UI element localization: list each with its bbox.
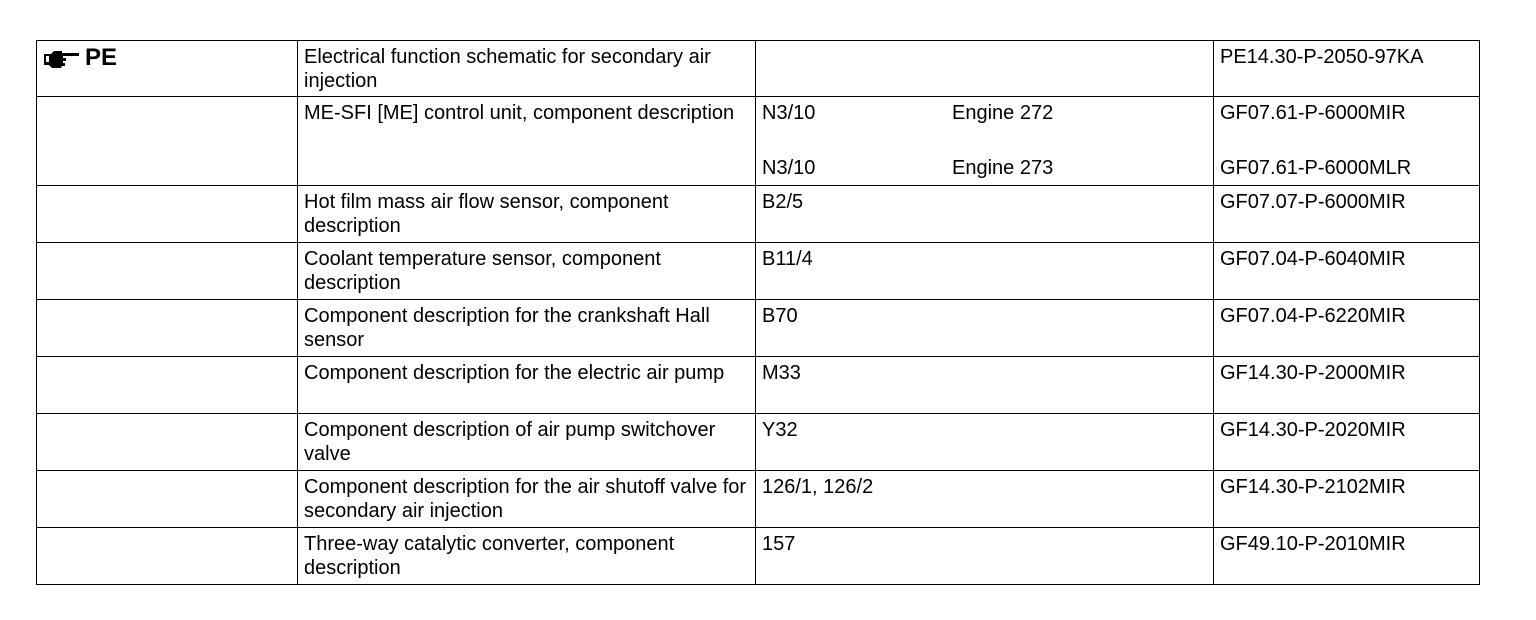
component-code: M33 [762,362,801,384]
component-cell [756,357,1214,414]
marker-cell [37,414,298,471]
component-code: B70 [762,305,798,327]
document-number: GF07.07-P-6000MIR [1220,191,1406,213]
marker-cell [37,97,298,186]
component-cell [756,97,1214,186]
engine-label: Engine 273 [952,157,1054,179]
marker-cell [37,528,298,585]
marker-cell [37,186,298,243]
document-number: GF07.04-P-6040MIR [1220,248,1406,270]
document-number: GF14.30-P-2000MIR [1220,362,1406,384]
table-row [37,186,1480,243]
table-row [37,41,1480,97]
marker-cell [37,41,298,97]
component-code: N3/10 [762,157,816,179]
description-cell: Component description for the air shutoff valve for secondary air injection [298,471,756,528]
component-cell [756,243,1214,300]
table-row [37,97,1480,186]
marker-cell [37,300,298,357]
description-cell: Component description for the crankshaft Hall sensor [298,300,756,357]
pointing-hand-icon [43,48,81,70]
document-cell [1214,186,1480,243]
table-row [37,528,1480,585]
document-number: GF07.61-P-6000MIR [1220,102,1406,124]
component-cell [756,300,1214,357]
marker-cell [37,357,298,414]
document-cell [1214,471,1480,528]
marker-label: PE [85,44,118,71]
table-row [37,414,1480,471]
document-number: PE14.30-P-2050-97KA [1220,46,1424,68]
component-code: B11/4 [762,248,813,270]
description-cell: ME-SFI [ME] control unit, component description [298,97,756,186]
component-code: N3/10 [762,102,816,124]
document-number: GF07.61-P-6000MLR [1220,157,1412,179]
component-cell [756,528,1214,585]
description-cell: Component description for the electric air pump [298,357,756,414]
document-cell [1214,97,1480,186]
document-number: GF07.04-P-6220MIR [1220,305,1406,327]
table-row [37,357,1480,414]
component-cell [756,414,1214,471]
document-cell [1214,357,1480,414]
table-row [37,243,1480,300]
engine-label: Engine 272 [952,102,1054,124]
description-cell: Three-way catalytic converter, component description [298,528,756,585]
document-cell [1214,243,1480,300]
component-cell [756,41,1214,97]
description-cell: Hot film mass air flow sensor, component description [298,186,756,243]
component-code: B2/5 [762,191,804,213]
table-row [37,471,1480,528]
component-code: Y32 [762,419,798,441]
table-row [37,300,1480,357]
component-code: 126/1, 126/2 [762,476,874,498]
description-cell: Coolant temperature sensor, component description [298,243,756,300]
document-cell [1214,41,1480,97]
document-number: GF49.10-P-2010MIR [1220,533,1406,555]
description-cell: Electrical function schematic for secondary air injection [298,41,756,97]
document-cell [1214,528,1480,585]
reference-table [36,40,1480,585]
component-cell [756,471,1214,528]
document-number: GF14.30-P-2102MIR [1220,476,1406,498]
marker-cell [37,243,298,300]
document-cell [1214,300,1480,357]
document-number: GF14.30-P-2020MIR [1220,419,1406,441]
component-code: 157 [762,533,796,555]
marker-cell [37,471,298,528]
document-cell [1214,414,1480,471]
component-cell [756,186,1214,243]
description-cell: Component description of air pump switchover valve [298,414,756,471]
